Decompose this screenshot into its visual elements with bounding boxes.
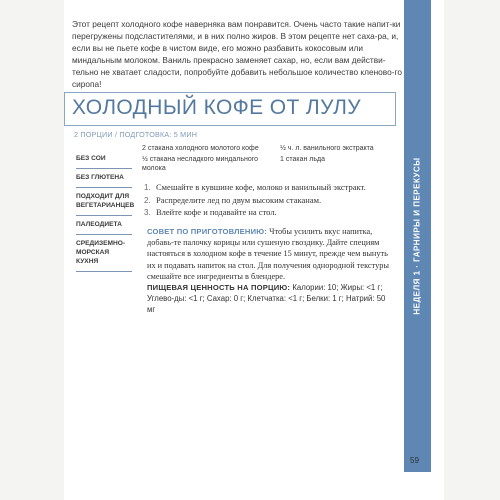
step-item (142, 207, 392, 218)
nutrition-text: Калории: 10; Жиры: <1 г; Углево-ды: <1 г; Сахар: 0 г; Клетчатка: <1 г; Белки: 1 г; Натрий: 50 мг (147, 283, 386, 314)
diet-tags (76, 150, 135, 272)
cooking-tip-text: Чтобы усилить вкус напитка, добавь-те палочку корицы или сушеную гвоздику. Дайте специям настояться в холодном кофе в течение 15 минут, прежде чем вынуть их и подавать напиток на стол. Для получения однородной текстуры смешайте все ингредиенты в блендере. (147, 227, 389, 281)
servings-prep-time: 2 ПОРЦИИ / ПОДГОТОВКА: 5 МИН (74, 130, 198, 139)
intro-paragraph: Этот рецепт холодного кофе наверняка вам понравится. Очень часто такие напит-ки перегружены подсластителями, и в них полно жиров. В этом рецепте нет саха-ра, и, если вы не пьете кофе в чистом виде, его можно разбавить кокосовым или миндальным молоком. Ваниль прекрасно заменяет сахар, но, если вам действи-тельно не хватает сладости, попробуйте добавить небольшое количество кленово-го сиропа! (72, 19, 402, 89)
diet-tag: ПОДХОДИТ ДЛЯ ВЕГЕТАРИАНЦЕВ (76, 188, 132, 216)
diet-tag: БЕЗ ГЛЮТЕНА (76, 169, 132, 188)
step-number: 2. (144, 195, 151, 205)
step-text: Влейте кофе и подавайте на стол. (156, 207, 277, 217)
diet-tag: ПАЛЕОДИЕТА (76, 216, 132, 235)
step-text: Распределите лед по двум высоким стаканам. (156, 194, 322, 205)
step-item (142, 182, 392, 193)
ingredients-left-column (142, 144, 272, 175)
steps-list (142, 182, 392, 220)
diet-tag: БЕЗ СОИ (76, 150, 132, 169)
cooking-tip (147, 226, 392, 282)
chapter-side-label: НЕДЕЛЯ 1 · ГАРНИРЫ И ПЕРЕКУСЫ (412, 157, 422, 315)
step-text: Смешайте в кувшине кофе, молоко и ванильный экстракт. (156, 182, 366, 192)
ingredients-right-column (280, 144, 390, 165)
page-number: 59 (410, 456, 419, 465)
ingredient-item: ½ стакана несладкого миндального молока (142, 155, 259, 172)
cooking-tip-label: СОВЕТ ПО ПРИГОТОВЛЕНИЮ: (147, 227, 268, 236)
diet-tag: СРЕДИЗЕМНО-МОРСКАЯ КУХНЯ (76, 235, 132, 272)
recipe-title: ХОЛОДНЫЙ КОФЕ ОТ ЛУЛУ (72, 96, 362, 119)
nutrition-label: ПИЩЕВАЯ ЦЕННОСТЬ НА ПОРЦИЮ: (147, 283, 291, 292)
step-item (142, 195, 392, 206)
ingredient-item: 2 стакана холодного молотого кофе (142, 145, 259, 152)
nutrition-info (147, 282, 392, 315)
ingredient-item: 1 стакан льда (280, 155, 325, 163)
ingredient-item: ½ ч. л. ванильного экстракта (280, 145, 374, 152)
step-number: 1. (144, 183, 151, 192)
step-number: 3. (144, 208, 151, 217)
